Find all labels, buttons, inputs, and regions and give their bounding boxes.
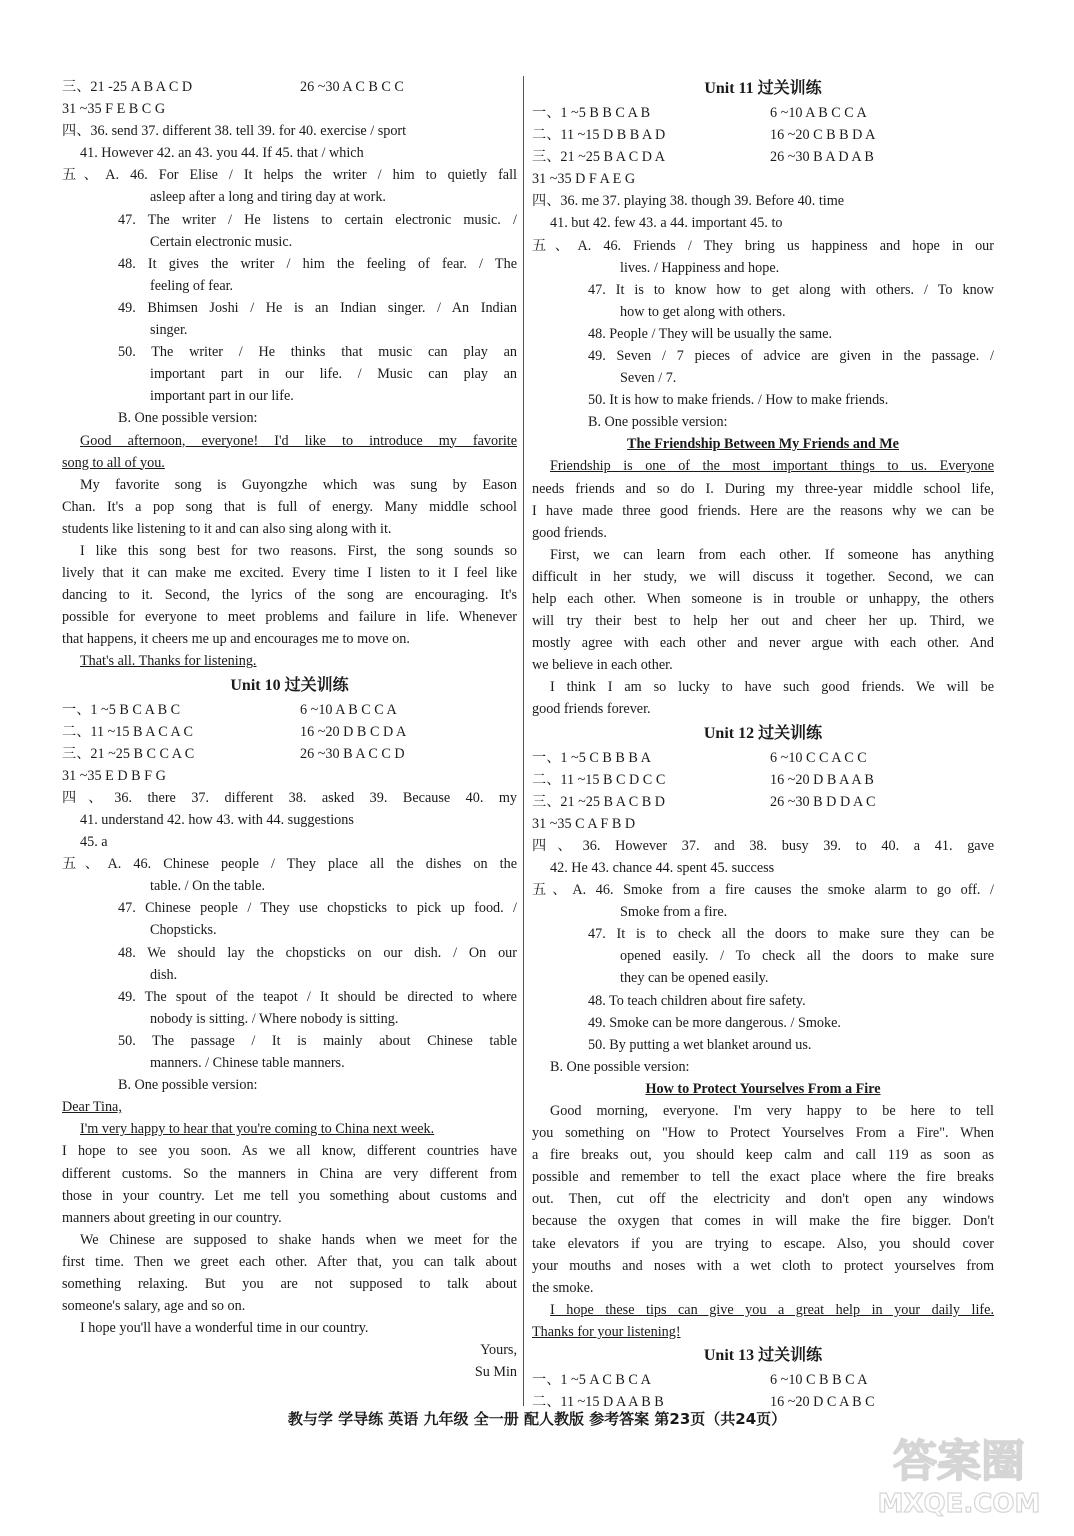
text-line: difficult in her study, we will discuss it together. Second, we can: [532, 568, 994, 585]
text-line: I hope these tips can give you a great help in your daily life.: [550, 1301, 994, 1318]
text-line: 49. Smoke can be more dangerous. / Smoke.: [588, 1014, 841, 1031]
answer-row: [532, 102, 994, 124]
answer-group: 一、1 ~5 B B C A B: [532, 105, 651, 121]
text-line: 50. It is how to make friends. / How to make friends.: [588, 392, 889, 409]
answer-row: [532, 124, 994, 146]
text-line: Chopsticks.: [150, 922, 217, 939]
text-line: 49. Bhimsen Joshi / He is an Indian singer. / An Indian: [118, 299, 517, 316]
text-line: 五、A. 46. Chinese people / They place all the dishes on the: [62, 856, 517, 873]
answer-group: 三、21 ~25 B A C D A: [532, 149, 666, 166]
text-line: song to all of you.: [62, 454, 165, 471]
answer-row: [62, 98, 517, 120]
text-line: 四、36. there 37. different 38. asked 39. Because 40. my: [62, 789, 517, 806]
text-line: 49. Seven / 7 pieces of advice are given in the passage. /: [588, 348, 994, 365]
answer-group: 6 ~10 C B B C A: [770, 1371, 868, 1388]
answer-group: 31 ~35 E D B F G: [62, 767, 166, 784]
text-line: 47. Chinese people / They use chopsticks to pick up food. /: [118, 900, 517, 917]
answer-group: 31 ~35 F E B C G: [62, 101, 166, 118]
text-line: feeling of fear.: [150, 277, 234, 294]
text-line: students like listening to it and can also sing along with it.: [62, 520, 392, 537]
answer-row: [532, 1369, 994, 1391]
text-line: lively that it can make me excited. Every time I listen to it I feel like: [62, 565, 517, 582]
text-line: I like this song best for two reasons. First, the song sounds so: [80, 542, 517, 559]
text-line: good friends.: [532, 524, 607, 541]
text-line: Chan. It's a pop song that is full of energy. Many middle school: [62, 498, 517, 515]
text-line: singer.: [150, 322, 188, 339]
text-line: that happens, it cheers me up and encourages me to move on.: [62, 631, 410, 648]
text-line: someone's salary, age and so on.: [62, 1298, 246, 1315]
text-line: possible and remember to tell the exact place where the fire breaks: [532, 1169, 994, 1186]
text-line: 50. The passage / It is mainly about Chinese table: [118, 1032, 517, 1049]
text-line: because the oxygen that comes in will make the fire bigger. Don't: [532, 1213, 994, 1230]
answer-group: 一、1 ~5 C B B B A: [532, 749, 651, 766]
text-line: important part in our life. / Music can play an: [150, 366, 517, 383]
answer-group: 二、11 ~15 D B B A D: [532, 127, 666, 144]
text-line: how to get along with others.: [620, 303, 786, 320]
text-line: 五、A. 46. Smoke from a fire causes the smoke alarm to go off. /: [532, 882, 994, 899]
text-line: Dear Tina,: [62, 1099, 122, 1116]
text-line: 47. It is to check all the doors to make sure they can be: [588, 926, 994, 943]
answer-row: [62, 76, 517, 98]
text-line: 47. The writer / He listens to certain electronic music. /: [118, 211, 517, 228]
text-line: Seven / 7.: [620, 370, 677, 387]
answer-group: 6 ~10 C C A C C: [770, 749, 867, 766]
text-line: 48. People / They will be usually the same.: [588, 325, 833, 342]
unit-heading: Unit 12 过关训练: [703, 724, 823, 742]
answer-group: 一、1 ~5 A C B C A: [532, 1371, 651, 1388]
answer-row: [532, 747, 994, 769]
text-line: 48. It gives the writer / him the feeling of fear. / The: [118, 255, 517, 272]
text-line: B. One possible version:: [118, 410, 258, 427]
text-line: 50. The writer / He thinks that music can play an: [118, 344, 517, 361]
text-line: we believe in each other.: [532, 657, 673, 674]
answer-group: 31 ~35 C A F B D: [532, 815, 636, 832]
answer-group: 16 ~20 C B B D A: [770, 127, 876, 144]
answer-group: 三、21 -25 A B A C D: [62, 79, 193, 95]
answer-group: 16 ~20 D C A B C: [770, 1394, 875, 1411]
text-line: take elevators if you are trying to escape. Also, you should cover: [532, 1235, 994, 1252]
unit-heading: Unit 10 过关训练: [230, 676, 349, 694]
text-line: first time. Then we greet each other. After that, you can talk about: [62, 1253, 517, 1270]
watermark-line1: 答案圈: [893, 1436, 1025, 1487]
letter-signoff: Su Min: [474, 1364, 517, 1381]
text-line: needs friends and so do I. During my three-year middle school life,: [532, 480, 994, 497]
text-line: Certain electronic music.: [150, 233, 293, 250]
text-line: will try their best to help her out and cheer her up. Third, we: [532, 613, 994, 630]
answer-row: [62, 743, 517, 765]
answer-group: 三、21 ~25 B A C B D: [532, 793, 666, 810]
text-line: 50. By putting a wet blanket around us.: [588, 1036, 812, 1053]
text-line: 五、A. 46. For Elise / It helps the writer / him to quietly fall: [62, 167, 517, 184]
answer-group: 6 ~10 A B C C A: [300, 701, 397, 718]
text-line: Good afternoon, everyone! I'd like to introduce my favorite: [80, 432, 517, 449]
answer-row: [532, 769, 994, 791]
text-line: 四、36. However 37. and 38. busy 39. to 40. a 41. gave: [532, 837, 994, 854]
text-line: 45. a: [80, 834, 108, 851]
text-line: asleep after a long and tiring day at work.: [150, 189, 386, 206]
text-line: help each other. When someone is in trouble or unhappy, the others: [532, 590, 994, 607]
text-line: different customs. So the manners in China are very different from: [62, 1165, 517, 1182]
answer-row: [62, 699, 517, 721]
text-line: a fire breaks out, you should keep calm and call 119 as soon as: [532, 1147, 994, 1164]
answer-group: 一、1 ~5 B C A B C: [62, 701, 181, 718]
text-line: I hope you'll have a wonderful time in our country.: [80, 1320, 369, 1337]
text-line: dish.: [150, 966, 178, 983]
answer-group: 26 ~30 B A D A B: [770, 149, 874, 166]
text-line: B. One possible version:: [588, 414, 728, 431]
text-line: manners. / Chinese table manners.: [150, 1055, 345, 1072]
watermark-line2: MXQE.COM: [877, 1489, 1041, 1519]
text-line: 48. We should lay the chopsticks on our dish. / On our: [118, 944, 517, 961]
answer-group: 三、21 ~25 B C C A C: [62, 745, 195, 762]
text-line: good friends forever.: [532, 701, 651, 718]
text-line: lives. / Happiness and hope.: [620, 259, 780, 276]
text-line: something relaxing. But you are not supposed to talk about: [62, 1275, 517, 1292]
text-line: mostly agree with each other and never argue with each other. And: [532, 635, 994, 652]
text-line: 四、36. send 37. different 38. tell 39. for 40. exercise / sport: [62, 123, 407, 140]
answer-group: 二、11 ~15 B A C A C: [62, 723, 193, 740]
answer-row: [532, 168, 994, 190]
text-line: nobody is sitting. / Where nobody is sitting.: [150, 1010, 399, 1027]
unit-heading: Unit 13 过关训练: [703, 1346, 823, 1364]
answer-group: 二、11 ~15 B C D C C: [532, 771, 666, 788]
answer-row: [62, 765, 517, 787]
text-line: That's all. Thanks for listening.: [80, 653, 257, 670]
text-line: B. One possible version:: [118, 1077, 258, 1094]
answer-row: [532, 791, 994, 813]
text-line: First, we can learn from each other. If someone has anything: [550, 546, 994, 563]
answer-row: [532, 813, 994, 835]
answer-row: [532, 146, 994, 168]
unit-heading: Unit 11 过关训练: [704, 80, 822, 97]
text-line: opened easily. / To check all the doors to make sure: [620, 948, 994, 965]
answer-group: 31 ~35 D F A E G: [532, 171, 636, 188]
text-line: I have made three good friends. Here are the reasons why we can be: [532, 502, 994, 519]
text-line: 41. understand 42. how 43. with 44. suggestions: [80, 812, 354, 828]
text-line: you something on "How to Protect Yourselves From a Fire". When: [532, 1125, 994, 1142]
left-column: [62, 76, 517, 1383]
text-line: 47. It is to know how to get along with others. / To know: [588, 281, 994, 298]
text-line: table. / On the table.: [150, 878, 266, 895]
text-line: 41. but 42. few 43. a 44. important 45. to: [550, 215, 783, 232]
answer-group: 6 ~10 A B C C A: [770, 105, 867, 121]
essay-title: How to Protect Yourselves From a Fire: [645, 1080, 881, 1097]
text-line: important part in our life.: [150, 388, 294, 405]
text-line: they can be opened easily.: [620, 970, 769, 987]
text-line: your mouths and noses with a wet cloth to protect yourselves from: [532, 1257, 994, 1274]
answer-group: 16 ~20 D B C D A: [300, 723, 407, 740]
column-divider: [523, 76, 524, 1406]
text-line: manners about greeting in our country.: [62, 1209, 282, 1226]
text-line: possible for everyone to meet problems and failure in life. Whenever: [62, 609, 517, 626]
answer-row: [62, 721, 517, 743]
text-line: B. One possible version:: [550, 1058, 690, 1075]
text-line: Smoke from a fire.: [620, 904, 728, 921]
answer-group: 26 ~30 A C B C C: [300, 79, 404, 95]
page-footer: 教与学 学导练 英语 九年级 全一册 配人教版 参考答案 第23页（共24页）: [287, 1410, 787, 1428]
text-line: the smoke.: [532, 1279, 594, 1296]
right-column: [532, 76, 994, 1413]
text-line: Thanks for your listening!: [532, 1323, 681, 1340]
text-line: those in your country. Let me tell you something about customs and: [62, 1187, 517, 1204]
text-line: We Chinese are supposed to shake hands when we meet for the: [80, 1231, 517, 1248]
text-line: 42. He 43. chance 44. spent 45. success: [550, 860, 775, 876]
text-line: dancing to it. Second, the lyrics of the song are encouraging. It's: [62, 587, 517, 604]
text-line: My favorite song is Guyongzhe which was sung by Eason: [80, 476, 517, 493]
essay-title: The Friendship Between My Friends and Me: [627, 436, 899, 453]
answer-group: 16 ~20 D B A A B: [770, 771, 874, 788]
letter-signoff: Yours,: [480, 1342, 517, 1359]
text-line: Friendship is one of the most important things to us. Everyone: [550, 458, 994, 475]
text-line: I think I am so lucky to have such good friends. We will be: [550, 679, 994, 696]
text-line: 49. The spout of the teapot / It should be directed to where: [118, 988, 517, 1005]
answer-group: 二、11 ~15 D A A B B: [532, 1394, 664, 1411]
text-line: 四、36. me 37. playing 38. though 39. Before 40. time: [532, 193, 845, 210]
text-line: 五、A. 46. Friends / They bring us happiness and hope in our: [532, 237, 994, 254]
answer-group: 26 ~30 B A C C D: [300, 745, 405, 762]
watermark-logo: [864, 1424, 1054, 1524]
text-line: Good morning, everyone. I'm very happy to be here to tell: [550, 1102, 994, 1119]
answer-group: 26 ~30 B D D A C: [770, 793, 876, 810]
text-line: 41. However 42. an 43. you 44. If 45. that / which: [80, 145, 364, 162]
text-line: I hope to see you soon. As we all know, different countries have: [62, 1143, 517, 1160]
text-line: 48. To teach children about fire safety.: [588, 992, 806, 1009]
text-line: out. Then, cut off the electricity and don't open any windows: [532, 1191, 994, 1208]
text-line: I'm very happy to hear that you're coming to China next week.: [80, 1121, 435, 1138]
